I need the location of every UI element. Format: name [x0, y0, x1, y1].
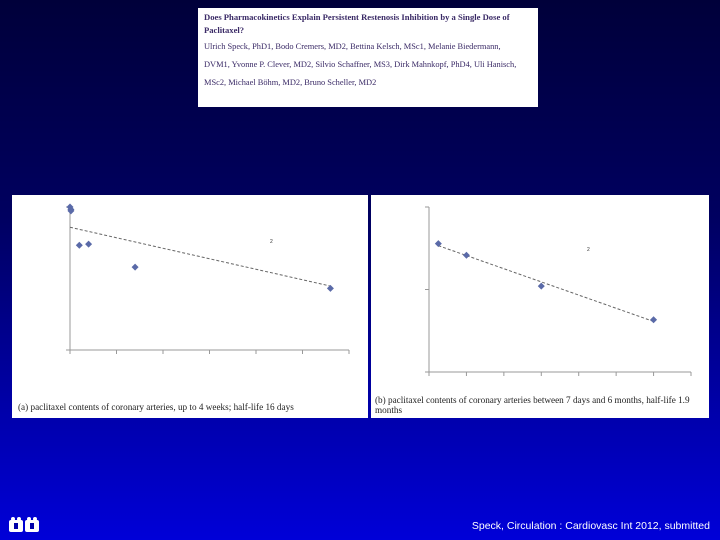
chart-a-data-point [76, 242, 83, 249]
paper-header-card [198, 8, 538, 107]
chart-a-svg [12, 195, 368, 400]
chart-b-data-point [538, 283, 545, 290]
chart-b-data-point [463, 252, 470, 259]
chart-a-data-point [132, 264, 139, 271]
paper-authors-line-1: Ulrich Speck, PhD1, Bodo Cremers, MD2, Bettina Kelsch, MSc1, Melanie Biedermann, [204, 42, 501, 51]
chart-b-r2-superscript: 2 [587, 247, 590, 253]
institution-logo-icon [8, 516, 40, 534]
chart-a-trendline [70, 227, 330, 286]
chart-a-data-point [327, 285, 334, 292]
paper-title-line-1: Does Pharmacokinetics Explain Persistent Restenosis Inhibition by a Single Dose of [204, 12, 510, 22]
paper-title-line-2: Paclitaxel? [204, 25, 245, 35]
chart-panel-b [371, 195, 709, 418]
paper-authors-line-3: MSc2, Michael Böhm, MD2, Bruno Scheller, MD2 [204, 78, 377, 87]
chart-panel-a [12, 195, 368, 418]
chart-b-data-point [650, 316, 657, 323]
citation-text: Speck, Circulation : Cardiovasc Int 2012, submitted [471, 520, 710, 532]
chart-a-data-point [85, 241, 92, 248]
chart-a-r2-superscript: 2 [270, 239, 273, 245]
chart-b-svg [371, 195, 709, 395]
chart-a-caption: (a) paclitaxel contents of coronary arteries, up to 4 weeks; half-life 16 days [18, 402, 294, 412]
chart-b-trendline [438, 246, 653, 322]
paper-authors-line-2: DVM1, Yvonne P. Clever, MD2, Silvio Schaffner, MS3, Dirk Mahnkopf, PhD4, Uli Hanisch, [204, 60, 517, 69]
chart-b-caption: (b) paclitaxel contents of coronary arteries between 7 days and 6 months, half-life 1.9 months [375, 395, 690, 415]
